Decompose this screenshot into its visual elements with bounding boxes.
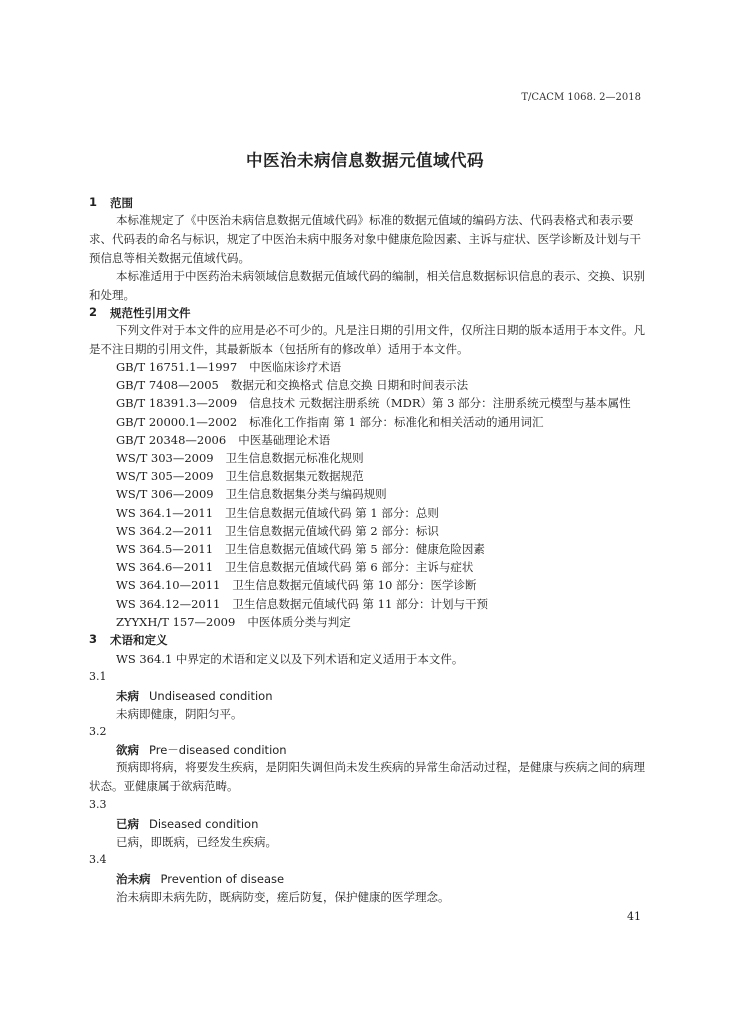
term-zh: 治未病 bbox=[116, 872, 151, 886]
term-number: 3.2 bbox=[89, 725, 107, 738]
section-2-title: 规范性引用文件 bbox=[110, 306, 191, 320]
reference-item bbox=[116, 541, 485, 557]
reference-item bbox=[116, 395, 631, 411]
term-number: 3.3 bbox=[89, 798, 107, 811]
term-definition: 已病，即既病，已经发生疾病。 bbox=[116, 835, 277, 849]
section-3-title: 术语和定义 bbox=[110, 633, 168, 647]
reference-item bbox=[116, 559, 473, 575]
reference-code: GB/T 18391.3—2009 bbox=[116, 396, 238, 411]
term-definition: 未病即健康，阴阳匀平。 bbox=[116, 707, 243, 721]
reference-code: GB/T 7408—2005 bbox=[116, 378, 219, 393]
reference-title: 卫生信息数据元值域代码 第 5 部分：健康危险因素 bbox=[225, 542, 485, 556]
term-definition: 治未病即未病先防，既病防变，瘥后防复，保护健康的医学理念。 bbox=[116, 890, 450, 904]
term-en: Prevention of disease bbox=[160, 872, 285, 886]
reference-code: GB/T 20000.1—2002 bbox=[116, 414, 238, 429]
reference-item bbox=[116, 577, 476, 593]
reference-title: 卫生信息数据集分类与编码规则 bbox=[225, 487, 387, 502]
reference-code: ZYYXH/T 157—2009 bbox=[116, 614, 236, 629]
reference-title: 标准化工作指南 第 1 部分：标准化和相关活动的通用词汇 bbox=[249, 414, 544, 429]
term-definition: 预病即将病，将要发生疾病，是阴阳失调但尚未发生疾病的异常生命活动过程，是健康与疾病之间的病理状态。亚健康属于欲病范畴。 bbox=[89, 760, 645, 793]
reference-title: 中医临床诊疗术语 bbox=[249, 360, 342, 374]
reference-code: WS 364.5—2011 bbox=[116, 542, 214, 556]
reference-code: WS 364.2—2011 bbox=[116, 523, 214, 538]
reference-title: 卫生信息数据元值域代码 第 2 部分：标识 bbox=[225, 523, 439, 538]
reference-item bbox=[116, 468, 364, 484]
reference-title: 卫生信息数据集元数据规范 bbox=[225, 469, 364, 484]
reference-title: 卫生信息数据元值域代码 第 1 部分：总则 bbox=[225, 505, 439, 520]
reference-title: 卫生信息数据元值域代码 第 6 部分：主诉与症状 bbox=[225, 560, 474, 575]
reference-code: WS/T 305—2009 bbox=[116, 469, 214, 484]
term-en: Diseased condition bbox=[149, 817, 259, 831]
reference-item bbox=[116, 450, 364, 466]
reference-item bbox=[116, 486, 387, 502]
section-1-paragraph-1: 本标准规定了《中医治未病信息数据元值域代码》标准的数据元值域的编码方法、代码表格式和表示要求、代码表的命名与标识，规定了中医治未病中服务对象中健康危险因素、主诉与症状、医学诊断及计划与干预信息等相关数据元值域代码。 bbox=[89, 213, 641, 265]
term-heading bbox=[116, 871, 284, 887]
reference-code: WS/T 306—2009 bbox=[116, 487, 214, 502]
term-number: 3.4 bbox=[89, 853, 107, 866]
term-zh: 未病 bbox=[116, 689, 139, 703]
term-en: Undiseased condition bbox=[149, 689, 273, 703]
reference-title: 中医体质分类与判定 bbox=[247, 614, 351, 629]
term-zh: 已病 bbox=[116, 817, 139, 831]
section-3-number: 3 bbox=[89, 632, 98, 646]
section-2-paragraph-1: 下列文件对于本文件的应用是必不可少的。凡是注日期的引用文件，仅所注日期的版本适用于本文件。凡是不注日期的引用文件，其最新版本（包括所有的修改单）适用于本文件。 bbox=[89, 323, 645, 356]
reference-title: 卫生信息数据元值域代码 第 10 部分：医学诊断 bbox=[232, 578, 477, 593]
section-2-number: 2 bbox=[89, 305, 98, 319]
section-1-title: 范围 bbox=[110, 196, 133, 210]
reference-code: WS 364.1—2011 bbox=[116, 505, 214, 520]
reference-title: 中医基础理论术语 bbox=[238, 432, 331, 447]
term-en: Pre－diseased condition bbox=[149, 743, 287, 757]
term-heading bbox=[116, 742, 287, 758]
reference-item bbox=[116, 614, 351, 630]
document-code-header: T/CACM 1068. 2—2018 bbox=[521, 92, 641, 103]
reference-item bbox=[116, 377, 468, 393]
page-title: 中医治未病信息数据元值域代码 bbox=[246, 151, 484, 170]
page-number: 41 bbox=[627, 910, 641, 923]
term-heading bbox=[116, 816, 258, 832]
term-heading bbox=[116, 688, 273, 704]
term-number: 3.1 bbox=[89, 670, 107, 683]
reference-code: WS 364.10—2011 bbox=[116, 578, 221, 593]
section-1-number: 1 bbox=[89, 195, 98, 209]
reference-item bbox=[116, 414, 543, 430]
reference-title: 数据元和交换格式 信息交换 日期和时间表示法 bbox=[230, 378, 469, 393]
section-3-paragraph-1: WS 364.1 中界定的术语和定义以及下列术语和定义适用于本文件。 bbox=[116, 652, 464, 666]
reference-item bbox=[116, 359, 341, 375]
section-1-paragraph-2: 本标准适用于中医药治未病领域信息数据元值域代码的编制，相关信息数据标识信息的表示、交换、识别和处理。 bbox=[89, 269, 645, 302]
reference-title: 卫生信息数据元值域代码 第 11 部分：计划与干预 bbox=[232, 596, 488, 611]
reference-item bbox=[116, 596, 488, 612]
reference-item bbox=[116, 505, 439, 521]
reference-code: WS/T 303—2009 bbox=[116, 451, 214, 465]
reference-item bbox=[116, 432, 330, 448]
reference-code: WS 364.12—2011 bbox=[116, 596, 221, 611]
term-zh: 欲病 bbox=[116, 743, 139, 757]
reference-item bbox=[116, 523, 439, 539]
reference-code: GB/T 20348—2006 bbox=[116, 432, 227, 447]
reference-code: WS 364.6—2011 bbox=[116, 560, 214, 575]
reference-code: GB/T 16751.1—1997 bbox=[116, 360, 238, 374]
reference-title: 信息技术 元数据注册系统（MDR）第 3 部分：注册系统元模型与基本属性 bbox=[249, 396, 631, 411]
reference-title: 卫生信息数据元标准化规则 bbox=[225, 451, 364, 465]
